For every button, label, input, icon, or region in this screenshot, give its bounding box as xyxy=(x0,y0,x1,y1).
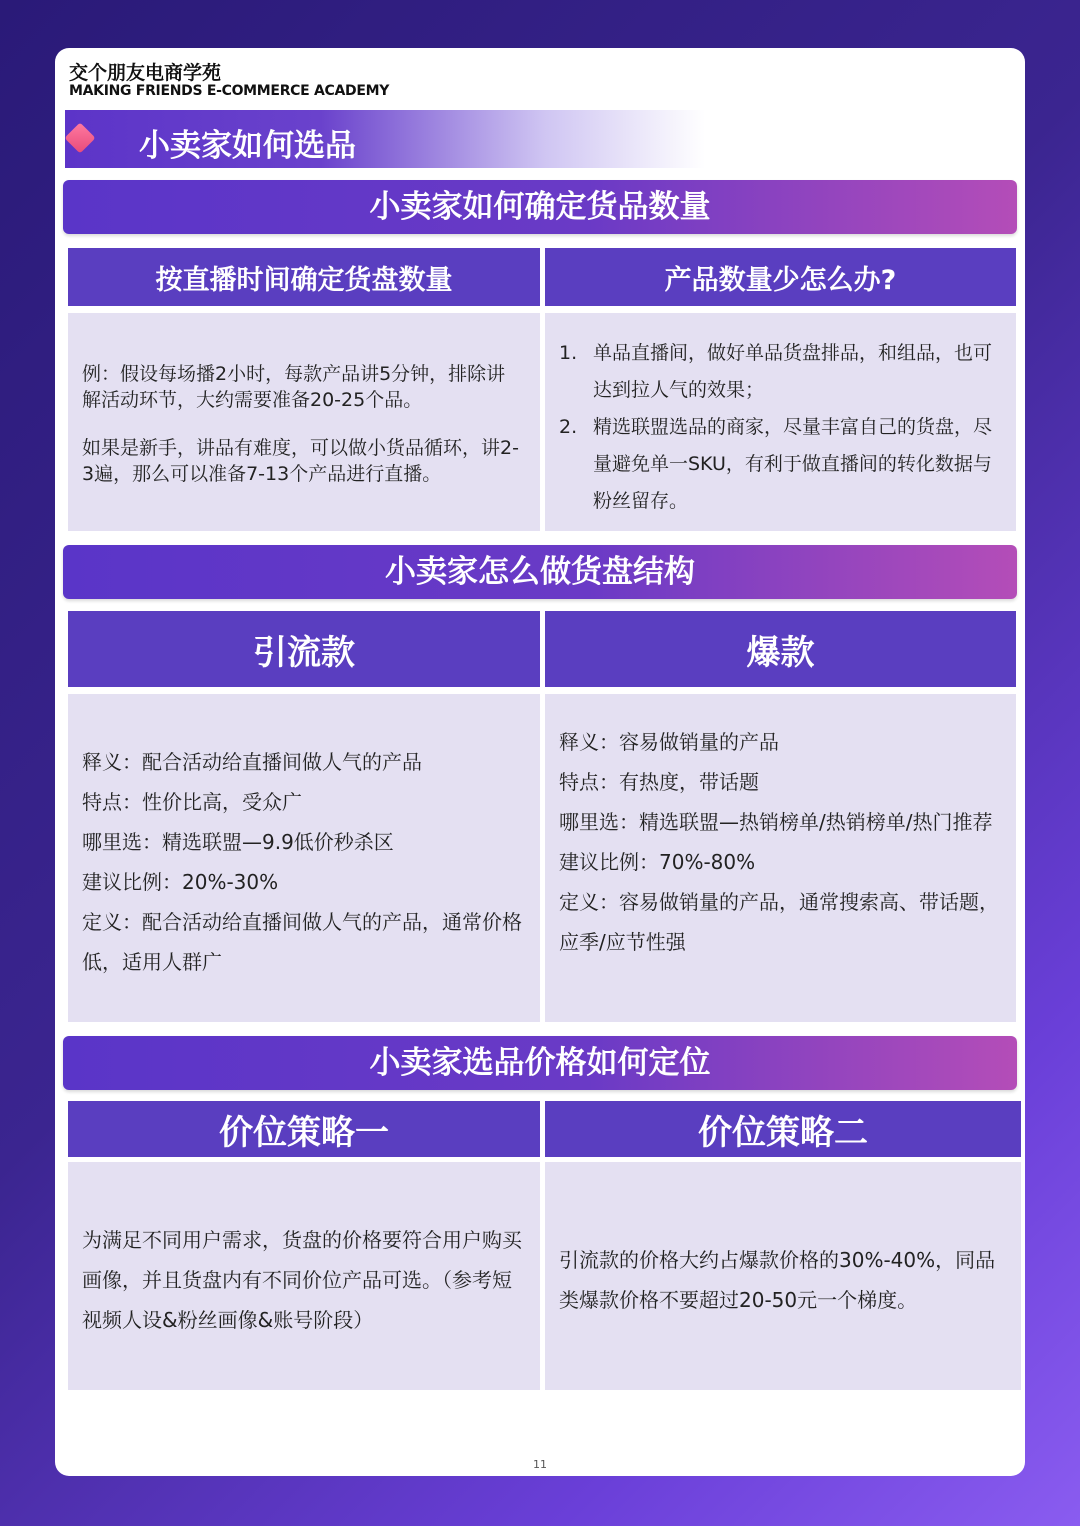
section3-band xyxy=(63,1036,1017,1090)
section2-title: 小卖家怎么做货盘结构 xyxy=(385,554,695,590)
section3-left-header: 价位策略一 xyxy=(68,1101,540,1157)
section2-left-body xyxy=(68,694,540,1022)
section1-left-body xyxy=(68,313,540,531)
page-card xyxy=(55,48,1025,1476)
ratio-line: 建议比例：70%-80% xyxy=(559,850,756,874)
section3-left-text: 为满足不同用户需求，货盘的价格要符合用户购买画像，并且货盘内有不同价位产品可选。（参考短视频人设&粉丝画像&账号阶段） xyxy=(82,1228,522,1332)
section1-right-header: 产品数量少怎么办? xyxy=(545,248,1016,306)
list-item-text: 单品直播间，做好单品货盘排品，和组品，也可达到拉人气的效果； xyxy=(593,342,993,401)
list-item-number: 2. xyxy=(559,416,578,438)
section-title: 小卖家如何选品 xyxy=(139,128,356,164)
section1-left-paragraph-2: 如果是新手，讲品有难度，可以做小货品循环，讲2-3遍，那么可以准备7-13个产品进行直播。 xyxy=(82,437,519,485)
diamond-icon xyxy=(64,122,95,153)
list-item-text: 精选联盟选品的商家，尽量丰富自己的货盘，尽量避免单一SKU，有利于做直播间的转化数据与粉丝留存。 xyxy=(593,416,993,512)
definition-line: 释义：容易做销量的产品 xyxy=(559,730,779,754)
feature-line: 特点：性价比高，受众广 xyxy=(82,790,302,814)
page-number: 11 xyxy=(533,1458,547,1471)
section2-band xyxy=(63,545,1017,599)
section2-left-lines xyxy=(82,742,530,982)
section-title-bar xyxy=(65,110,705,168)
section3-right-header: 价位策略二 xyxy=(545,1101,1021,1157)
source-line: 哪里选：精选联盟—9.9低价秒杀区 xyxy=(82,830,394,854)
section1-title: 小卖家如何确定货品数量 xyxy=(369,189,711,225)
definition-detail-line: 定义：配合活动给直播间做人气的产品，通常价格低，适用人群广 xyxy=(82,910,522,974)
list-item xyxy=(559,335,1004,409)
ratio-line: 建议比例：20%-30% xyxy=(82,870,279,894)
section2-right-lines xyxy=(559,722,1007,962)
definition-line: 释义：配合活动给直播间做人气的产品 xyxy=(82,750,422,774)
list-item xyxy=(559,409,1004,520)
section1-left-paragraph-1: 例：假设每场播2小时，每款产品讲5分钟，排除讲解活动环节，大约需要准备20-25个品。 xyxy=(82,363,506,411)
section2-right-header: 爆款 xyxy=(545,611,1016,687)
section3-left-body xyxy=(68,1162,540,1390)
section3-right-body xyxy=(545,1162,1021,1390)
brand-name-cn: 交个朋友电商学苑 xyxy=(69,62,222,84)
section2-left-header: 引流款 xyxy=(68,611,540,687)
numbered-list xyxy=(559,335,1004,520)
section1-band xyxy=(63,180,1017,234)
source-line: 哪里选：精选联盟—热销榜单/热销榜单/热门推荐 xyxy=(559,810,993,834)
section1-left-header: 按直播时间确定货盘数量 xyxy=(68,248,540,306)
feature-line: 特点：有热度，带话题 xyxy=(559,770,759,794)
section3-title: 小卖家选品价格如何定位 xyxy=(369,1045,711,1081)
definition-detail-line: 定义：容易做销量的产品，通常搜索高、带话题，应季/应节性强 xyxy=(559,890,999,954)
section1-right-body xyxy=(545,313,1016,531)
section2-right-body xyxy=(545,694,1016,1022)
section3-right-text: 引流款的价格大约占爆款价格的30%-40%，同品类爆款价格不要超过20-50元一个梯度。 xyxy=(559,1248,996,1312)
list-item-number: 1. xyxy=(559,342,578,364)
brand-name-en: MAKING FRIENDS E-COMMERCE ACADEMY xyxy=(69,83,390,99)
